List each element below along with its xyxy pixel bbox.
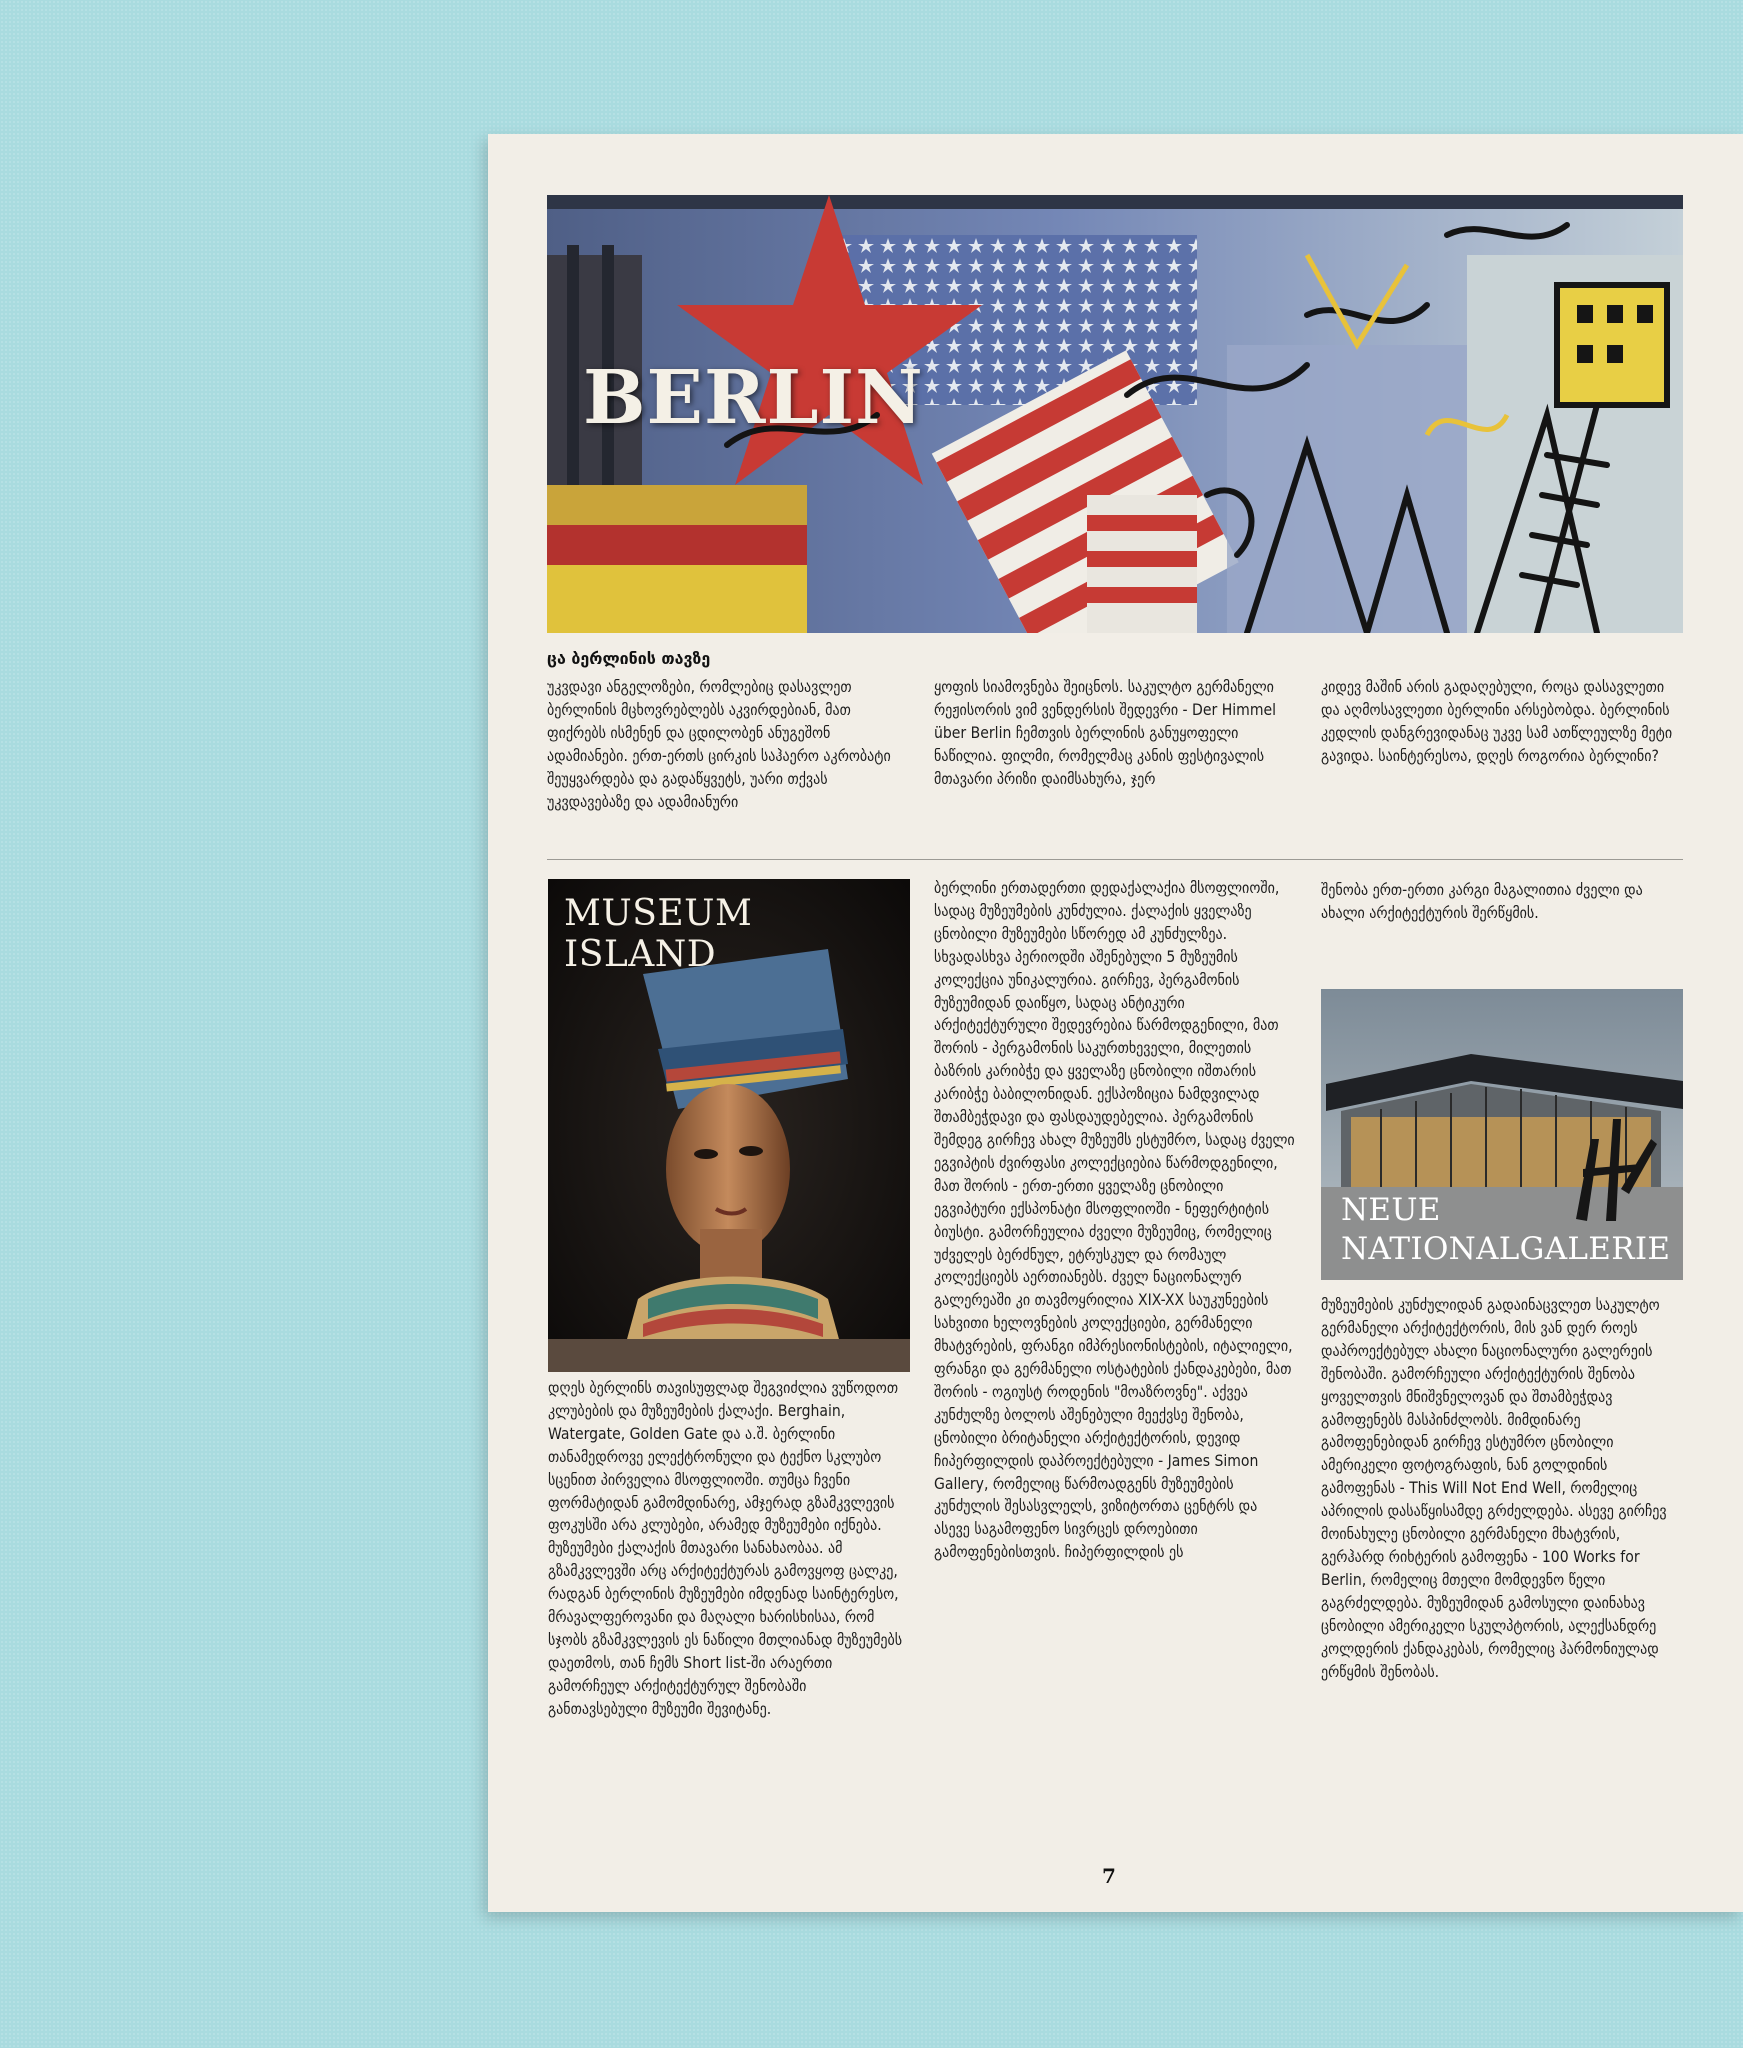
page-number: 7 — [1102, 1864, 1116, 1888]
body-text-3: მუზეუმების კუნძულიდან გადაინაცვლეთ საკულტო გერმანელი არქიტექტორის, მის ვან დერ როეს დაპროექტებულ ახალი ნაციონალური გალერეის შენობაში. გამორჩეული არქიტექტურის შენობა ყოველთვის მნიშვნელოვან და შთამბეჭდავ გამოფენებს მასპინძლობს. მიმდინარე გამოფენებიდან გირჩევ ესტუმრო ცნობილი ამერიკელი ფოტოგრაფის, ნან გოლდინის გამოფენას - This Will Not End Well, რომელიც აპრილის დასაწყისამდე გრძელდება. ასევე გირჩევ მოინახულე ცნობილი გერმანელი მხატვრის, გერჰარდ რიხტერის გამოფენა - 100 Works for Berlin, რომელიც მთელი მომდევნო წელი გაგრძელდება. მუზეუმიდან გამოსული დაინახავ ცნობილი ამერიკელი სკულპტორის, ალექსანდრე კოლდერის ქანდაკებას, რომელიც ჰარმონიულად ერწყმის შენობას. — [1321, 1296, 1667, 1681]
body-column-2 — [934, 877, 1296, 1564]
body-column-1 — [548, 1377, 910, 1721]
body-column-3-top — [1321, 879, 1683, 925]
magazine-page — [488, 134, 1743, 1912]
intro-column-3 — [1321, 676, 1683, 768]
neue-nationalgalerie-title — [1341, 1191, 1681, 1269]
neue-title-line-1: NEUE — [1341, 1192, 1441, 1228]
hero-title: BERLIN — [583, 355, 924, 441]
museum-island-image — [548, 879, 910, 1372]
intro-text-3: კიდევ მაშინ არის გადაღებული, როცა დასავლეთი და აღმოსავლეთი ბერლინი არსებობდა. ბერლინის კედლის დანგრევიდანაც უკვე სამ ათწლეულზე მეტი გავიდა. საინტერესოა, დღეს როგორია ბერლინი? — [1321, 678, 1673, 765]
section-heading: ცა ბერლინის თავზე — [547, 649, 711, 668]
intro-column-1 — [547, 676, 909, 813]
intro-column-2 — [934, 676, 1296, 791]
neue-nationalgalerie-photo — [1321, 989, 1683, 1280]
body-column-3 — [1321, 1294, 1683, 1683]
hero-image — [547, 195, 1683, 633]
intro-text-2: ყოფის სიამოვნება შეიცნოს. საკულტო გერმანელი რეჟისორის ვიმ ვენდერსის შედევრი - Der Himmel über Berlin ჩემთვის ბერლინის განუყოფელი ნაწილია. ფილმი, რომელმაც კანის ფესტივალის მთავარი პრიზი დაიმსახურა, ჯერ — [934, 678, 1277, 788]
neue-title-line-2: NATIONALGALERIE — [1341, 1231, 1671, 1267]
museum-island-title: MUSEUM ISLAND — [564, 893, 753, 975]
body-text-3-top: შენობა ერთ-ერთი კარგი მაგალითია ძველი და ახალი არქიტექტურის შერწყმის. — [1321, 881, 1643, 922]
body-text-1: დღეს ბერლინს თავისუფლად შეგვიძლია ვუწოდოთ კლუბების და მუზეუმების ქალაქი. Berghain, Watergate, Golden Gate და ა.შ. ბერლინი თანამედროვე ელექტრონული და ტექნო სკლუბო სცენით პირველია მსოფლიოში. თუმცა ჩვენი ფორმატიდან გამომდინარე, ამჯერად გზამკვლევის ფოკუსში არა კლუბები, არამედ მუზეუმები იქნება. მუზეუმები ქალაქის მთავარი სანახაობაა. ამ გზამკვლევში არც არქიტექტურას გამოვყოფ ცალკე, რადგან ბერლინის მუზეუმები იმდენად საინტერესო, მრავალფეროვანი და მაღალი ხარისხისაა, რომ სჯობს გზამკვლევის ეს ნაწილი მთლიანად მუზეუმებს დაეთმოს, თან ჩემს Short list-ში არაერთი გამორჩეულ არქიტექტურულ შენობაში განთავსებული მუზეუმი შევიტანე. — [548, 1379, 903, 1718]
section-divider — [547, 859, 1683, 860]
body-text-2: ბერლინი ერთადერთი დედაქალაქია მსოფლიოში, სადაც მუზეუმების კუნძულია. ქალაქის ყველაზე ცნობილი მუზეუმები სწორედ ამ კუნძულზეა. სხვადასხვა პერიოდში აშენებული 5 მუზეუმის კოლექცია უნიკალურია. გირჩევ, პერგამონის მუზეუმიდან დაიწყო, სადაც ანტიკური არქიტექტურული შედევრებია წარმოდგენილი, მათ შორის - პერგამონის საკურთხეველი, მილეთის ბაზრის კარიბჭე და ყველაზე ცნობილი იშთარის კარიბჭე ბაბილონიდან. ექსპოზიცია ნამდვილად შთამბეჭდავი და ფასდაუდებელია. პერგამონის შემდეგ გირჩევ ახალ მუზეუმს ესტუმრო, სადაც ძველი ეგვიპტის ძვირფასი კოლექციებია წარმოდგენილი, მათ შორის - ერთ-ერთი ყველაზე ცნობილი ეგვიპტური ექსპონატი მსოფლიოში - ნეფერტიტის ბიუსტი. გამორჩეულია ძველი მუზეუმიც, რომელიც უძველეს ბერძნულ, ეტრუსკულ და რომაულ კოლექციებს აერთიანებს. ძველ ნაციონალურ გალერეაში კი თავმოყრილია XIX-XX საუკუნეების სახვითი ხელოვნების კოლექციები, გერმანელი მხატვრების, ფრანგი იმპრესიონისტების, იტალიელი, ფრანგი და გერმანელი ოსტატების ქანდაკებები, მათ შორის - ოგიუსტ როდენის "მოაზროვნე". აქვეა კუნძულზე ბოლოს აშენებული მეექვსე შენობა, ცნობილი ბრიტანელი არქიტექტორის, დევიდ ჩიპერფილდის დაპროექტებული - James Simon Gallery, რომელიც წარმოადგენს მუზეუმების კუნძულის შესასვლელს, ვიზიტორთა ცენტრს და ასევე საგამოფენო სივრცეს დროებითი გამოფენებისთვის. ჩიპერფილდის ეს — [934, 879, 1295, 1562]
intro-text-1: უკვდავი ანგელოზები, რომლებიც დასავლეთ ბერლინის მცხოვრებლებს აკვირდებიან, მათ ფიქრებს ისმენენ და ცდილობენ ანუგეშონ ადამიანები. ერთ-ერთს ცირკის საჰაერო აკრობატი შეუყვარდება და გადაწყვეტს, უარი თქვას უკვდავებაზე და ადამიანური — [547, 678, 891, 811]
